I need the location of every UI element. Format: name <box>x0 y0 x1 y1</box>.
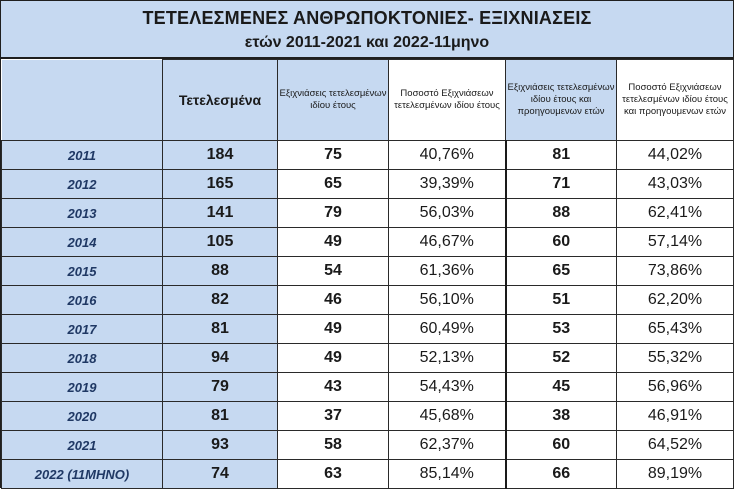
pct-incl-prev-cell[interactable]: 64,52% <box>617 431 734 460</box>
total-cell[interactable]: 81 <box>163 402 278 431</box>
total-cell[interactable]: 88 <box>163 257 278 286</box>
pct-incl-prev-cell[interactable]: 62,41% <box>617 199 734 228</box>
pct-incl-prev-cell[interactable]: 65,43% <box>617 315 734 344</box>
pct-incl-prev-cell[interactable]: 62,20% <box>617 286 734 315</box>
solved-incl-prev-cell[interactable]: 71 <box>506 170 617 199</box>
total-cell[interactable]: 79 <box>163 373 278 402</box>
solved-same-year-cell[interactable]: 63 <box>278 460 389 489</box>
year-cell[interactable]: 2019 <box>2 373 163 402</box>
solved-same-year-cell[interactable]: 49 <box>278 344 389 373</box>
table-row <box>2 344 734 373</box>
homicides-table <box>1 59 734 489</box>
solved-incl-prev-cell[interactable]: 60 <box>506 431 617 460</box>
pct-same-year-cell[interactable]: 61,36% <box>389 257 506 286</box>
year-cell[interactable]: 2018 <box>2 344 163 373</box>
table-row <box>2 402 734 431</box>
solved-same-year-cell[interactable]: 54 <box>278 257 389 286</box>
solved-same-year-cell[interactable]: 49 <box>278 315 389 344</box>
pct-same-year-cell[interactable]: 39,39% <box>389 170 506 199</box>
year-cell[interactable]: 2016 <box>2 286 163 315</box>
pct-same-year-cell[interactable]: 85,14% <box>389 460 506 489</box>
pct-incl-prev-cell[interactable]: 55,32% <box>617 344 734 373</box>
solved-same-year-cell[interactable]: 49 <box>278 228 389 257</box>
total-cell[interactable]: 74 <box>163 460 278 489</box>
solved-incl-prev-cell[interactable]: 53 <box>506 315 617 344</box>
total-cell[interactable]: 82 <box>163 286 278 315</box>
pct-incl-prev-cell[interactable]: 57,14% <box>617 228 734 257</box>
year-cell[interactable]: 2022 (11ΜΗΝΟ) <box>2 460 163 489</box>
table-title: ΤΕΤΕΛΕΣΜΕΝΕΣ ΑΝΘΡΩΠΟΚΤΟΝΙΕΣ- ΕΞΙΧΝΙΑΣΕΙΣ <box>142 8 592 28</box>
table-row <box>2 228 734 257</box>
solved-incl-prev-cell[interactable]: 51 <box>506 286 617 315</box>
table-row <box>2 141 734 170</box>
year-cell[interactable]: 2014 <box>2 228 163 257</box>
solved-incl-prev-cell[interactable]: 38 <box>506 402 617 431</box>
table-row <box>2 315 734 344</box>
pct-same-year-cell[interactable]: 62,37% <box>389 431 506 460</box>
year-cell[interactable]: 2012 <box>2 170 163 199</box>
solved-same-year-cell[interactable]: 79 <box>278 199 389 228</box>
solved-same-year-cell[interactable]: 65 <box>278 170 389 199</box>
pct-same-year-cell[interactable]: 54,43% <box>389 373 506 402</box>
solved-same-year-cell[interactable]: 75 <box>278 141 389 170</box>
year-cell[interactable]: 2011 <box>2 141 163 170</box>
title-block <box>1 1 733 59</box>
header-solved-incl-prev[interactable]: Εξιχνιάσεις τετελεσμένων ιδίου έτους και προηγουμενων ετών <box>506 60 617 141</box>
pct-same-year-cell[interactable]: 40,76% <box>389 141 506 170</box>
total-cell[interactable]: 141 <box>163 199 278 228</box>
table-row <box>2 431 734 460</box>
table-row <box>2 286 734 315</box>
pct-incl-prev-cell[interactable]: 43,03% <box>617 170 734 199</box>
pct-same-year-cell[interactable]: 56,10% <box>389 286 506 315</box>
table-subtitle: ετών 2011-2021 και 2022-11μηνο <box>244 34 490 51</box>
pct-incl-prev-cell[interactable]: 73,86% <box>617 257 734 286</box>
year-cell[interactable]: 2015 <box>2 257 163 286</box>
year-cell[interactable]: 2020 <box>2 402 163 431</box>
solved-incl-prev-cell[interactable]: 66 <box>506 460 617 489</box>
total-cell[interactable]: 105 <box>163 228 278 257</box>
table-row <box>2 460 734 489</box>
solved-incl-prev-cell[interactable]: 65 <box>506 257 617 286</box>
table-row <box>2 170 734 199</box>
total-cell[interactable]: 93 <box>163 431 278 460</box>
pct-same-year-cell[interactable]: 60,49% <box>389 315 506 344</box>
solved-same-year-cell[interactable]: 43 <box>278 373 389 402</box>
header-total[interactable]: Τετελεσμένα <box>163 60 278 141</box>
table-row <box>2 199 734 228</box>
year-cell[interactable]: 2013 <box>2 199 163 228</box>
solved-incl-prev-cell[interactable]: 81 <box>506 141 617 170</box>
solved-same-year-cell[interactable]: 46 <box>278 286 389 315</box>
pct-same-year-cell[interactable]: 56,03% <box>389 199 506 228</box>
solved-incl-prev-cell[interactable]: 88 <box>506 199 617 228</box>
total-cell[interactable]: 81 <box>163 315 278 344</box>
header-row <box>2 60 734 141</box>
header-pct-same-year[interactable]: Ποσοστό Εξιχνιάσεων τετελεσμένων ιδίου έτους <box>389 60 506 141</box>
solved-incl-prev-cell[interactable]: 60 <box>506 228 617 257</box>
pct-same-year-cell[interactable]: 45,68% <box>389 402 506 431</box>
pct-same-year-cell[interactable]: 46,67% <box>389 228 506 257</box>
solved-same-year-cell[interactable]: 58 <box>278 431 389 460</box>
solved-incl-prev-cell[interactable]: 45 <box>506 373 617 402</box>
table-row <box>2 257 734 286</box>
pct-same-year-cell[interactable]: 52,13% <box>389 344 506 373</box>
year-cell[interactable]: 2017 <box>2 315 163 344</box>
total-cell[interactable]: 184 <box>163 141 278 170</box>
table-row <box>2 373 734 402</box>
pct-incl-prev-cell[interactable]: 89,19% <box>617 460 734 489</box>
year-cell[interactable]: 2021 <box>2 431 163 460</box>
total-cell[interactable]: 94 <box>163 344 278 373</box>
pct-incl-prev-cell[interactable]: 46,91% <box>617 402 734 431</box>
solved-incl-prev-cell[interactable]: 52 <box>506 344 617 373</box>
header-corner-cell <box>2 60 163 141</box>
pct-incl-prev-cell[interactable]: 56,96% <box>617 373 734 402</box>
table-body <box>2 141 734 489</box>
total-cell[interactable]: 165 <box>163 170 278 199</box>
header-pct-incl-prev[interactable]: Ποσοστό Εξιχνιάσεων τετελεσμένων ιδίου έτους και προηγουμενων ετών <box>617 60 734 141</box>
solved-same-year-cell[interactable]: 37 <box>278 402 389 431</box>
header-solved-same-year[interactable]: Εξιχνιάσεις τετελεσμένων ιδίου έτους <box>278 60 389 141</box>
pct-incl-prev-cell[interactable]: 44,02% <box>617 141 734 170</box>
